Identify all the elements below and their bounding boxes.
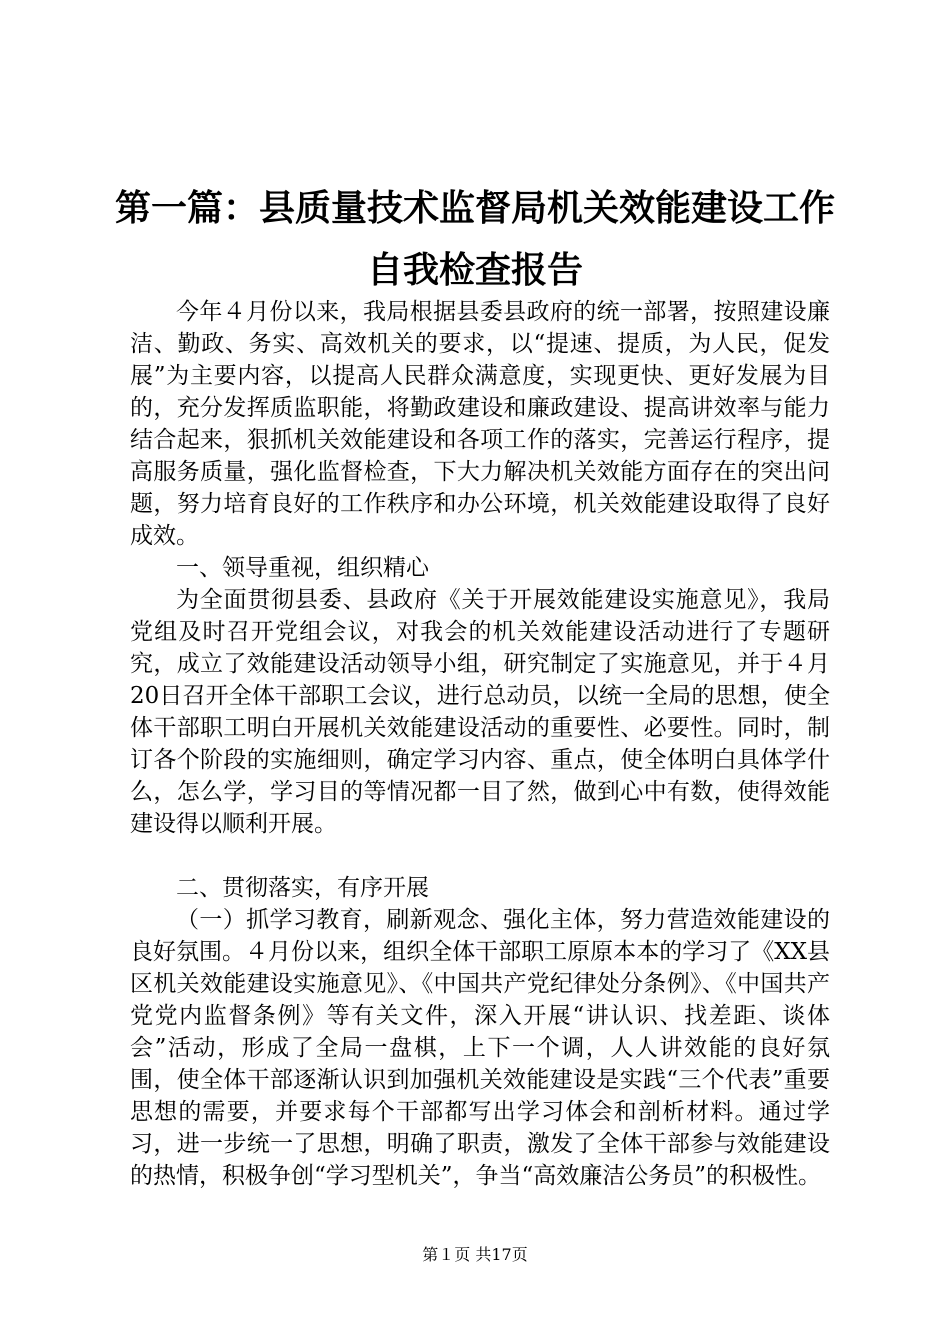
paragraph-gap — [130, 840, 830, 872]
intro-paragraph: 今年４月份以来，我局根据县委县政府的统一部署，按照建设廉洁、勤政、务实、高效机关的要求，以“提速、提质，为人民，促发展”为主要内容，以提高人民群众满意度，实现更快、更好发展为目的，充分发挥质监职能，将勤政建设和廉政建设、提高讲效率与能力结合起来，狠抓机关效能建设和各项工作的落实，完善运行程序，提高服务质量，强化监督检查，下大力解决机关效能方面存在的突出问题，努力培育良好的工作秩序和办公环境，机关效能建设取得了良好成效。 — [130, 299, 830, 549]
section-1-heading: 一、领导重视，组织精心 — [176, 555, 429, 581]
document-title-line-2: 自我检查报告 — [366, 249, 583, 291]
section-2-heading: 二、贯彻落实，有序开展 — [176, 875, 429, 901]
section-1-paragraph: 为全面贯彻县委、县政府《关于开展效能建设实施意见》，我局党组及时召开党组会议，对我会的机关效能建设活动进行了专题研究，成立了效能建设活动领导小组，研究制定了实施意见，并于４月20日召开全体干部职工会议，进行总动员，以统一全局的思想，使全体干部职工明白开展机关效能建设活动的重要性、必要性。同时，制订各个阶段的实施细则，确定学习内容、重点，使全体明白具体学什么，怎么学，学习目的等情况都一目了然，做到心中有数，使得效能建设得以顺利开展。 — [130, 587, 830, 837]
document-title-line-1: 第一篇：县质量技术监督局机关效能建设工作 — [114, 187, 835, 229]
document-body — [130, 296, 830, 1192]
page-number-footer: 第１页 共17页 — [422, 1245, 528, 1264]
section-2-paragraph: （一）抓学习教育，刷新观念、强化主体，努力营造效能建设的良好氛围。４月份以来，组织全体干部职工原原本本的学习了《XX县区机关效能建设实施意见》、《中国共产党纪律处分条例》、《中国共产党党内监督条例》等有关文件，深入开展“讲认识、找差距、谈体会”活动，形成了全局一盘棋，上下一个调，人人讲效能的良好氛围，使全体干部逐渐认识到加强机关效能建设是实践“三个代表”重要思想的需要，并要求每个干部都写出学习体会和剖析材料。通过学习，进一步统一了思想，明确了职责，激发了全体干部参与效能建设的热情，积极争创“学习型机关”，争当“高效廉洁公务员”的积极性。 — [130, 907, 830, 1189]
